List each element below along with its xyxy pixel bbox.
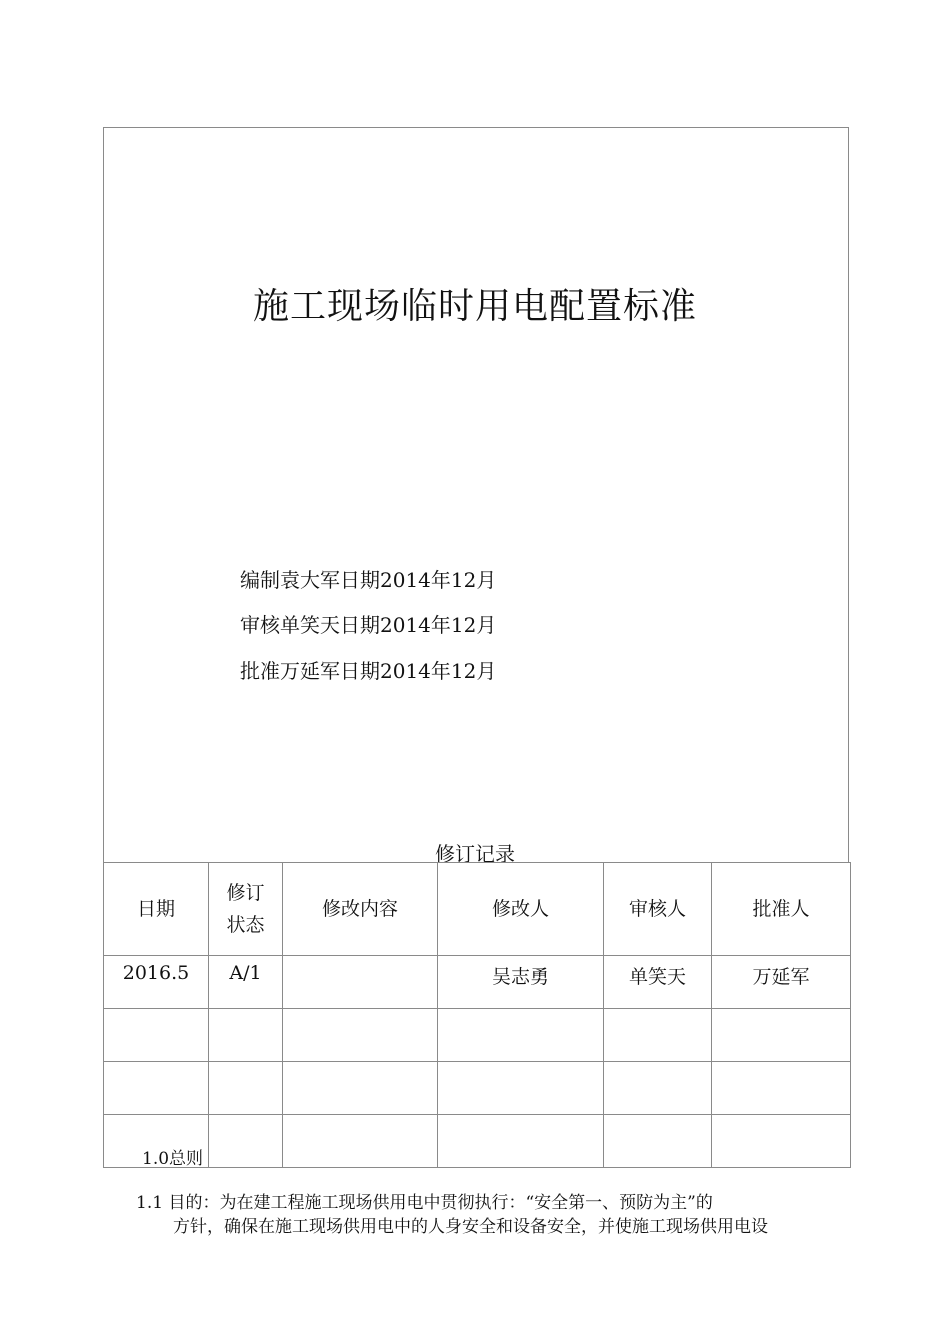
header-status-line2: 状态 — [226, 914, 265, 936]
revision-table — [103, 862, 851, 1168]
table-row — [104, 1009, 851, 1062]
cell-reviewer: 单笑天 — [604, 956, 712, 1009]
cell-modifier — [438, 1062, 604, 1115]
table-row — [104, 1115, 851, 1168]
header-status-line1: 修订 — [226, 882, 265, 904]
cell-modifier: 吴志勇 — [438, 956, 604, 1009]
header-date: 日期 — [104, 863, 209, 956]
cell-status — [209, 1009, 283, 1062]
paragraph-line: 方针，确保在施工现场供用电中的人身安全和设备安全，并使施工现场供用电设 — [173, 1217, 768, 1237]
cell-date — [104, 1009, 209, 1062]
section-heading: 1.0总则 — [142, 1149, 204, 1169]
cell-approver — [712, 1062, 851, 1115]
cell-modifier — [438, 1009, 604, 1062]
cell-date — [104, 1062, 209, 1115]
cell-approver — [712, 1115, 851, 1168]
cell-reviewer — [604, 1115, 712, 1168]
cell-reviewer — [604, 1009, 712, 1062]
cell-content — [283, 1115, 438, 1168]
signature-compiled: 编制袁大军日期2014年12月 — [240, 568, 497, 592]
table-row — [104, 1062, 851, 1115]
document-title: 施工现场临时用电配置标准 — [252, 286, 697, 327]
cover-frame — [103, 127, 849, 862]
cell-status — [209, 1115, 283, 1168]
cell-approver: 万延军 — [712, 956, 851, 1009]
header-reviewer: 审核人 — [604, 863, 712, 956]
cell-status — [209, 1062, 283, 1115]
cell-content — [283, 956, 438, 1009]
cell-date: 2016.5 — [104, 956, 209, 1009]
paragraph-line: 1.1 目的：为在建工程施工现场供用电中贯彻执行：“安全第一、预防为主”的 — [136, 1193, 713, 1213]
cell-status: A/1 — [209, 956, 283, 1009]
header-status — [209, 863, 283, 956]
cell-content — [283, 1062, 438, 1115]
cell-approver — [712, 1009, 851, 1062]
cell-reviewer — [604, 1062, 712, 1115]
header-modifier: 修改人 — [438, 863, 604, 956]
table-row — [104, 956, 851, 1009]
header-content: 修改内容 — [283, 863, 438, 956]
signature-approved: 批准万延军日期2014年12月 — [240, 659, 497, 683]
header-approver: 批准人 — [712, 863, 851, 956]
table-header-row — [104, 863, 851, 956]
cell-modifier — [438, 1115, 604, 1168]
signature-reviewed: 审核单笑天日期2014年12月 — [240, 613, 497, 637]
revision-caption: 修订记录 — [435, 842, 515, 866]
cell-content — [283, 1009, 438, 1062]
